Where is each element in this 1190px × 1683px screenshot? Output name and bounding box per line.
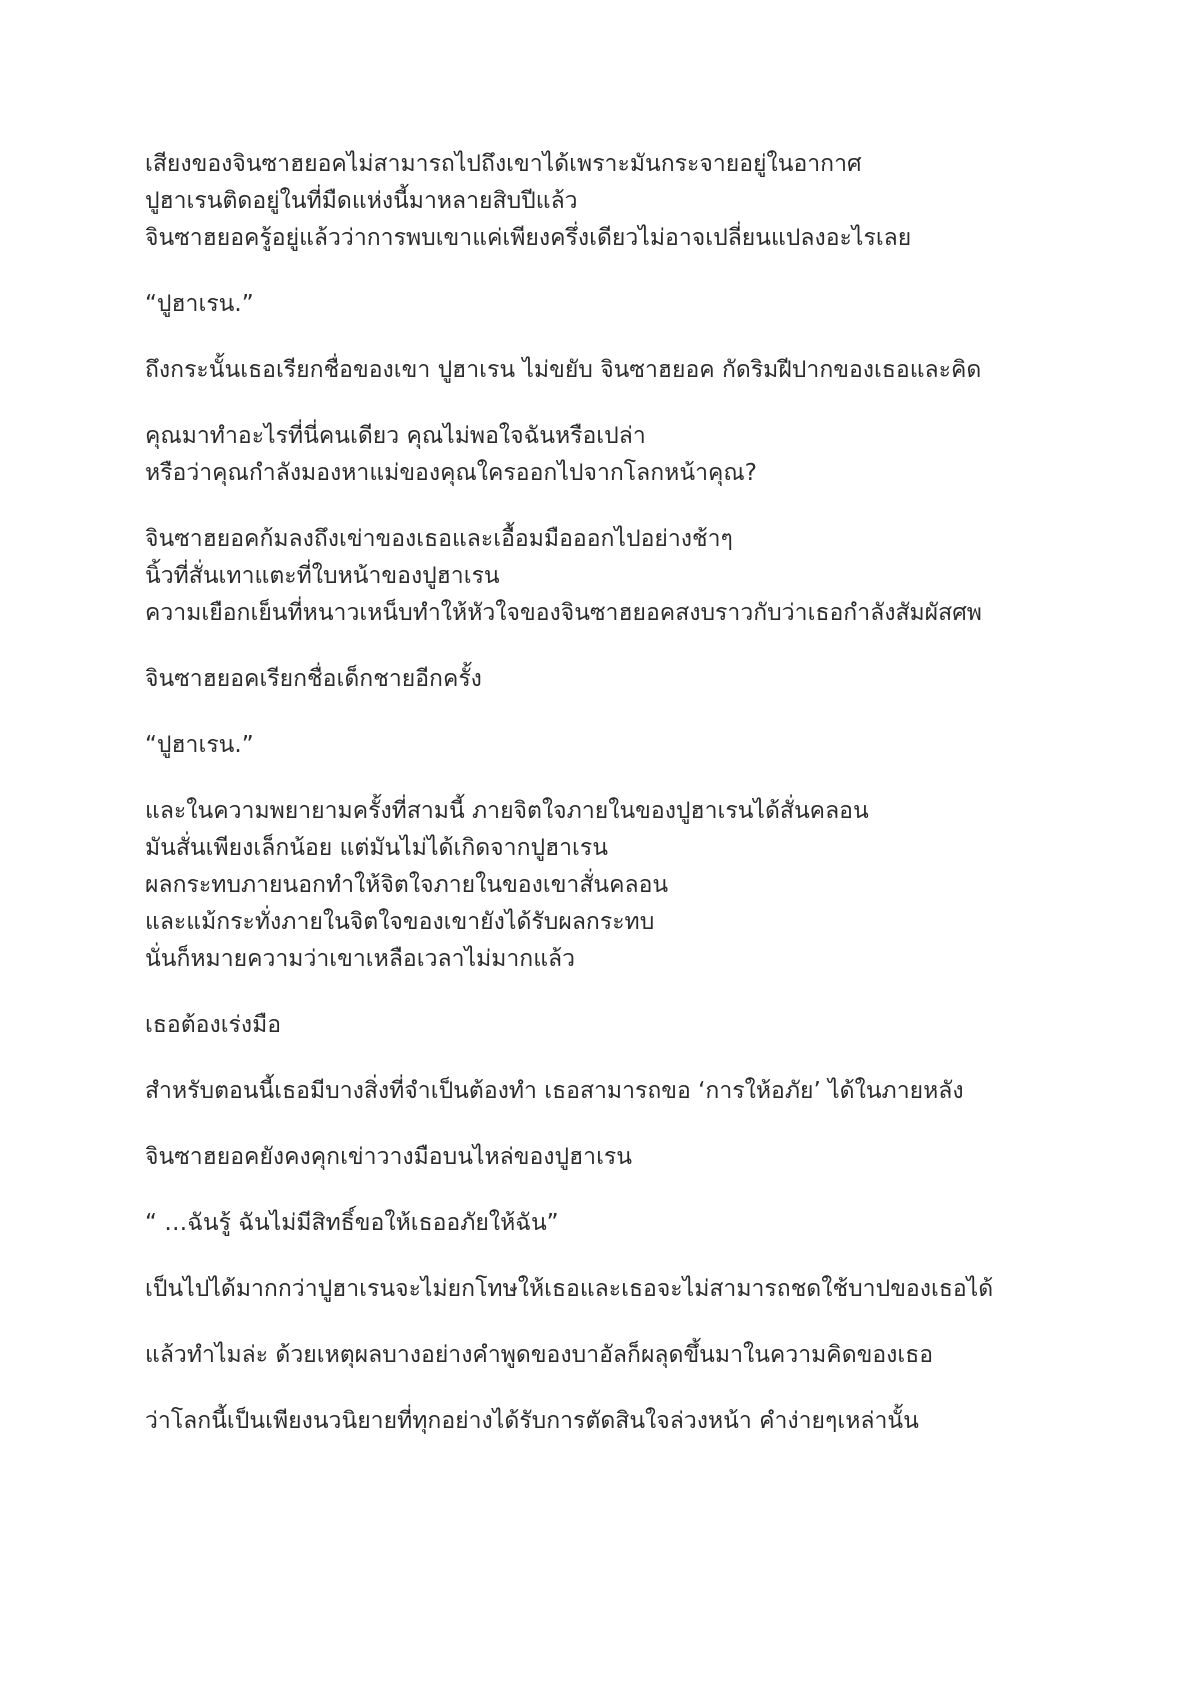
- paragraph: [145, 418, 1105, 492]
- text-line: “ …ฉันรู้ ฉันไม่มีสิทธิ์ขอให้เธออภัยให้ฉัน”: [145, 1210, 559, 1236]
- text-line: จินซาฮยอคยังคงคุกเข่าวางมือบนไหล่ของปูฮาเรน: [145, 1144, 633, 1170]
- text-line: ความเยือกเย็นที่หนาวเหน็บทำให้หัวใจของจินซาฮยอคสงบราวกับว่าเธอกำลังสัมผัสศพ: [145, 600, 982, 626]
- text-line: เธอต้องเร่งมือ: [145, 1012, 282, 1038]
- text-line: “ปูฮาเรน.”: [145, 291, 254, 317]
- text-line: ถึงกระนั้นเธอเรียกชื่อของเขา ปูฮาเรน ไม่ขยับ จินซาฮยอค กัดริมฝีปากของเธอและคิด: [145, 357, 982, 383]
- text-line: เสียงของจินซาฮยอคไม่สามารถไปถึงเขาได้เพราะมันกระจายอยู่ในอากาศ: [145, 151, 862, 177]
- paragraph: [145, 1139, 1105, 1176]
- paragraph: [145, 1271, 1105, 1308]
- document-body: [145, 146, 1105, 1469]
- text-line: นิ้วที่สั่นเทาแตะที่ใบหน้าของปูฮาเรน: [145, 563, 500, 589]
- text-line: แล้วทำไมล่ะ ด้วยเหตุผลบางอย่างคำพูดของบาอัลก็ผลุดขึ้นมาในความคิดของเธอ: [145, 1342, 934, 1368]
- text-line: จินซาฮยอคเรียกชื่อเด็กชายอีกครั้ง: [145, 666, 482, 692]
- text-line: คุณมาทำอะไรที่นี่คนเดียว คุณไม่พอใจฉันหรือเปล่า: [145, 423, 646, 449]
- paragraph: [145, 352, 1105, 389]
- text-line: หรือว่าคุณกำลังมองหาแม่ของคุณใครออกไปจากโลกหน้าคุณ?: [145, 460, 757, 486]
- paragraph: [145, 521, 1105, 632]
- paragraph: [145, 793, 1105, 978]
- text-line: “ปูฮาเรน.”: [145, 732, 254, 758]
- text-line: ปูฮาเรนติดอยู่ในที่มืดแห่งนี้มาหลายสิบปีแล้ว: [145, 188, 578, 214]
- text-line: เป็นไปได้มากกว่าปูฮาเรนจะไม่ยกโทษให้เธอและเธอจะไม่สามารถชดใช้บาปของเธอได้: [145, 1276, 994, 1302]
- paragraph: [145, 1073, 1105, 1110]
- paragraph: [145, 1007, 1105, 1044]
- text-line: และแม้กระทั่งภายในจิตใจของเขายังได้รับผลกระทบ: [145, 909, 655, 935]
- text-line: จินซาฮยอครู้อยู่แล้วว่าการพบเขาแค่เพียงครึ่งเดียวไม่อาจเปลี่ยนแปลงอะไรเลย: [145, 225, 912, 251]
- text-line: และในความพยายามครั้งที่สามนี้ ภายจิตใจภายในของปูฮาเรนได้สั่นคลอน: [145, 798, 869, 824]
- paragraph: [145, 661, 1105, 698]
- text-line: นั่นก็หมายความว่าเขาเหลือเวลาไม่มากแล้ว: [145, 946, 576, 972]
- paragraph: [145, 146, 1105, 257]
- dialogue-paragraph: [145, 727, 1105, 764]
- dialogue-paragraph: [145, 286, 1105, 323]
- dialogue-paragraph: [145, 1205, 1105, 1242]
- text-line: สำหรับตอนนี้เธอมีบางสิ่งที่จำเป็นต้องทำ เธอสามารถขอ ‘การให้อภัย’ ได้ในภายหลัง: [145, 1078, 964, 1104]
- paragraph: [145, 1337, 1105, 1374]
- text-line: จินซาฮยอคก้มลงถึงเข่าของเธอและเอื้อมมือออกไปอย่างช้าๆ: [145, 526, 733, 552]
- text-line: มันสั่นเพียงเล็กน้อย แต่มันไม่ได้เกิดจากปูฮาเรน: [145, 835, 608, 861]
- text-line: ว่าโลกนี้เป็นเพียงนวนิยายที่ทุกอย่างได้รับการตัดสินใจล่วงหน้า คำง่ายๆเหล่านั้น: [145, 1408, 919, 1434]
- paragraph: [145, 1403, 1105, 1440]
- text-line: ผลกระทบภายนอกทำให้จิตใจภายในของเขาสั่นคลอน: [145, 872, 669, 898]
